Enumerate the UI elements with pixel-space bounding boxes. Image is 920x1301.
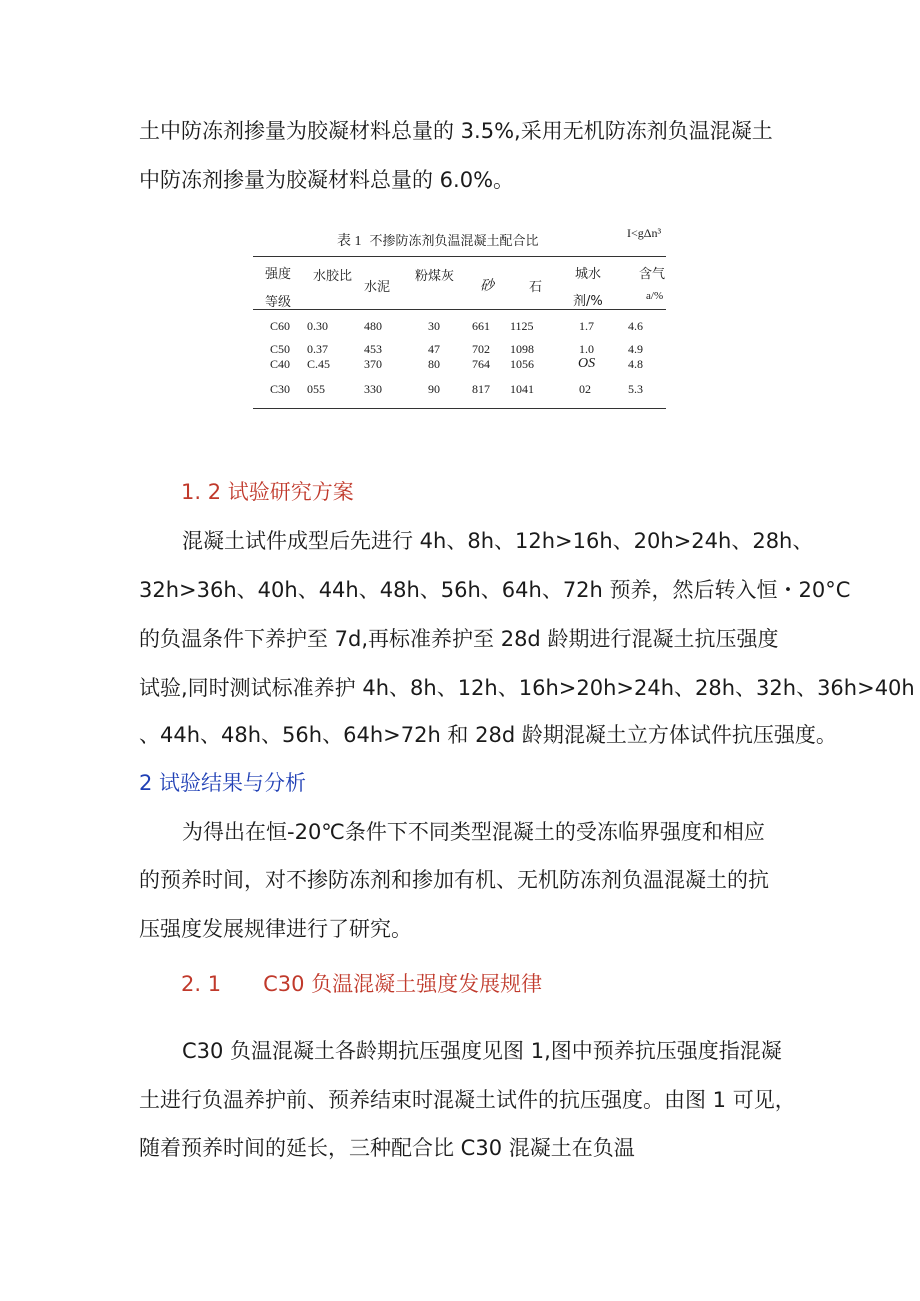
cell-cement: 453: [364, 342, 382, 356]
sec21-line-3: 随着预养时间的延长，三种配合比 C30 混凝土在负温: [139, 1136, 635, 1160]
cell-grade: C30: [270, 382, 291, 396]
cell-sand: 817: [472, 382, 490, 396]
cell-stone: 1098: [510, 342, 534, 356]
header-flyash: 粉煤灰: [415, 269, 455, 284]
header-air-bottom: a/%: [646, 290, 664, 302]
table-top-rule: [253, 256, 666, 257]
cell-flyash: 30: [428, 319, 440, 333]
cell-reducer: 1.0: [579, 342, 594, 356]
section-heading-2-1: 2. 1 C30 负温混凝土强度发展规律: [181, 972, 543, 996]
header-grade-bottom: 等级: [265, 295, 292, 310]
cell-reducer: 1.7: [579, 319, 594, 333]
cell-grade: C60: [270, 319, 291, 333]
table-caption: [337, 230, 539, 250]
table-caption-title: 不掺防冻剂负温混凝土配合比: [369, 234, 539, 249]
cell-wb: 0.30: [307, 319, 328, 333]
cell-wb: 0.37: [307, 342, 328, 356]
sec12-line-3: 的负温条件下养护至 7d,再标准养护至 28d 龄期进行混凝土抗压强度: [139, 627, 779, 651]
header-cement: 水泥: [364, 280, 391, 295]
cell-sand: 764: [472, 357, 490, 371]
intro-line-2: 中防冻剂掺量为胶凝材料总量的 6.0%。: [139, 168, 515, 192]
cell-sand: 702: [472, 342, 490, 356]
table-caption-number: 表 1: [337, 234, 362, 249]
sec12-line-5: 、44h、48h、56h、64h>72h 和 28d 龄期混凝土立方体试件抗压强度。: [139, 723, 837, 747]
cell-air: 4.6: [628, 319, 643, 333]
cell-flyash: 47: [428, 342, 440, 356]
cell-wb: C.45: [307, 357, 331, 371]
cell-grade: C40: [270, 357, 291, 371]
header-stone: 石: [529, 280, 543, 295]
cell-sand: 661: [472, 319, 490, 333]
section-heading-2: 2 试验结果与分析: [139, 771, 307, 795]
sec12-line-4: 试验,同时测试标准养护 4h、8h、12h、16h>20h>24h、28h、32h、36h>40h: [139, 676, 915, 700]
cell-cement: 370: [364, 357, 382, 371]
table-header-rule: [253, 309, 666, 310]
cell-air: 4.8: [628, 357, 643, 371]
sec21-line-2: 土进行负温养护前、预养结束时混凝土试件的抗压强度。由图 1 可见，: [139, 1088, 796, 1112]
header-reducer-top: 城水: [575, 267, 602, 282]
header-air-top: 含气: [639, 267, 666, 282]
cell-cement: 480: [364, 319, 382, 333]
header-water-binder: 水胶比: [313, 269, 353, 284]
cell-cement: 330: [364, 382, 382, 396]
cell-air: 5.3: [628, 382, 643, 396]
sec2-line-1: 为得出在恒-20℃条件下不同类型混凝土的受冻临界强度和相应: [182, 820, 765, 844]
cell-air: 4.9: [628, 342, 643, 356]
header-grade-top: 强度: [265, 267, 292, 282]
cell-flyash: 90: [428, 382, 440, 396]
intro-line-1: 土中防冻剂掺量为胶凝材料总量的 3.5%,采用无机防冻剂负温混凝土: [139, 119, 773, 143]
cell-stone: 1125: [510, 319, 534, 333]
cell-flyash: 80: [428, 357, 440, 371]
table-unit: I<gΔn³: [627, 226, 662, 240]
sec12-line-2: 32h>36h、40h、44h、48h、56h、64h、72h 预养，然后转入恒・20°C: [139, 578, 851, 602]
cell-reducer: 02: [579, 382, 591, 396]
cell-wb: 055: [307, 382, 325, 396]
table-bottom-rule: [253, 408, 666, 409]
cell-reducer: OS: [578, 356, 596, 371]
section-heading-1-2: 1. 2 试验研究方案: [181, 480, 354, 504]
sec21-line-1: C30 负温混凝土各龄期抗压强度见图 1,图中预养抗压强度指混凝: [182, 1039, 782, 1063]
cell-grade: C50: [270, 342, 291, 356]
header-sand: 砂: [480, 279, 494, 294]
sec2-line-2: 的预养时间，对不掺防冻剂和掺加有机、无机防冻剂负温混凝土的抗: [139, 868, 769, 892]
cell-stone: 1056: [510, 357, 534, 371]
header-reducer-bottom: 剂/%: [573, 294, 603, 309]
sec2-line-3: 压强度发展规律进行了研究。: [139, 917, 412, 941]
cell-stone: 1041: [510, 382, 534, 396]
sec12-line-1: 混凝土试件成型后先进行 4h、8h、12h>16h、20h>24h、28h、: [182, 529, 814, 553]
